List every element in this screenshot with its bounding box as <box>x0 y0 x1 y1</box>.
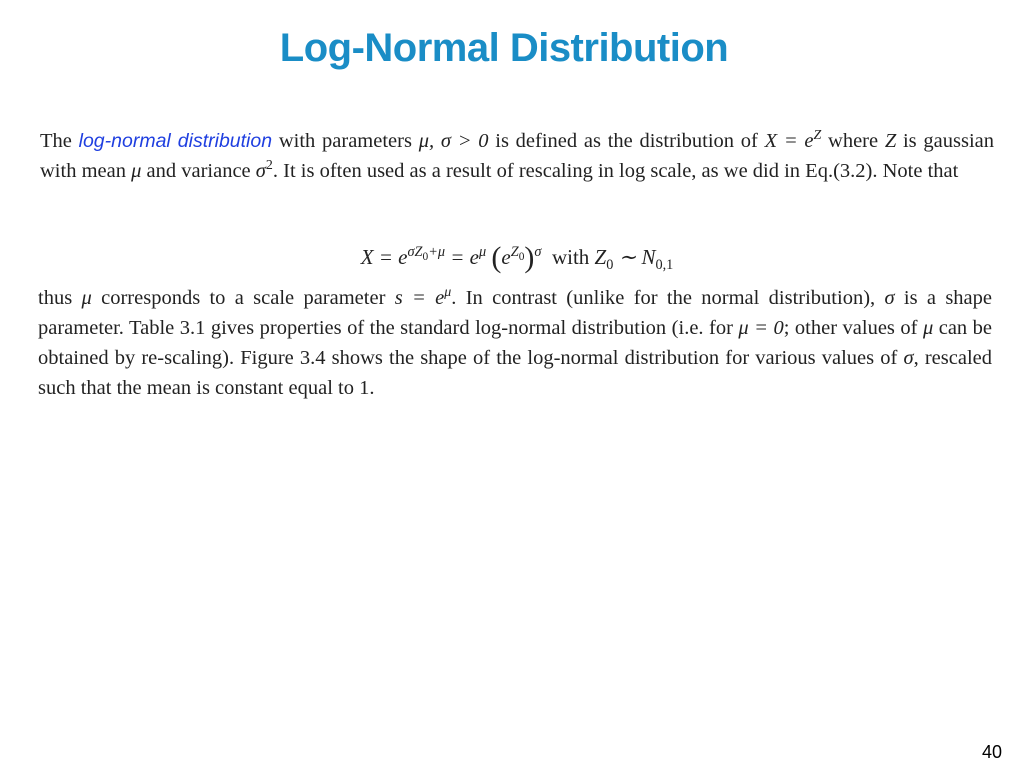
math-scale: $s = e^\mu$ <box>394 285 452 309</box>
equation-inner: $e^{Z_0}$ <box>501 244 525 269</box>
slide-title: Log-Normal Distribution <box>279 26 729 70</box>
paragraph-text: can be obtained by re-scaling). Figure 3.4 shows the shape of the log-normal distribution for various values of <box>38 317 993 369</box>
explanation-paragraph <box>38 283 992 403</box>
equation-middle: = $e^\mu$ <box>445 244 487 269</box>
paragraph-text: with parameters <box>272 130 419 152</box>
math-mu: μ <box>131 160 142 182</box>
math-mu: μ <box>922 317 934 339</box>
math-sigma: σ <box>903 347 914 369</box>
math-variance: $\sigma^2$ <box>255 158 273 182</box>
paragraph-text: where <box>821 130 885 152</box>
paragraph-text: is defined as the distribution of <box>488 130 765 152</box>
equation-with-word: with <box>551 245 590 269</box>
paragraph-text: thus <box>38 287 82 309</box>
paragraph-text: The <box>40 130 72 152</box>
equation-lhs: $X = e^{\sigma Z_0+\mu}$ <box>360 244 445 269</box>
paragraph-text: . It is often used as a result of rescaling in log scale, as we did in Eq.(3.2). Note that <box>272 160 959 182</box>
math-mu: μ <box>81 287 92 309</box>
paragraph-text: , rescaled such that the mean is constant equal to 1. <box>38 347 992 399</box>
math-x-def: $X = e^Z$ <box>764 128 822 152</box>
equation-z0: $Z_0$ ∼ $N_{0,1}$ <box>594 245 674 274</box>
paragraph-text: is gaussian with mean <box>40 130 995 182</box>
paragraph-text: and variance <box>141 160 256 182</box>
math-sigma: σ <box>884 287 895 309</box>
equation-outer-exponent: σ <box>534 244 542 260</box>
paragraph-text: ; other values of <box>783 317 923 339</box>
math-params: μ, σ > 0 <box>418 130 489 152</box>
log-normal-term-link[interactable]: log-normal distribution <box>78 130 273 152</box>
definition-paragraph <box>40 126 994 186</box>
close-paren: ) <box>524 241 535 274</box>
math-z: Z <box>884 130 897 152</box>
paragraph-text: is a shape parameter. Table 3.1 gives properties of the standard log-normal distribution (i.e. for <box>38 287 992 339</box>
math-mu-zero: μ = 0 <box>738 317 784 339</box>
display-equation <box>0 237 1024 278</box>
paragraph-text: corresponds to a scale parameter <box>91 287 395 309</box>
page-number: 40 <box>981 742 1002 762</box>
open-paren: ( <box>491 241 502 274</box>
paragraph-text: . In contrast (unlike for the normal distribution), <box>451 287 885 309</box>
